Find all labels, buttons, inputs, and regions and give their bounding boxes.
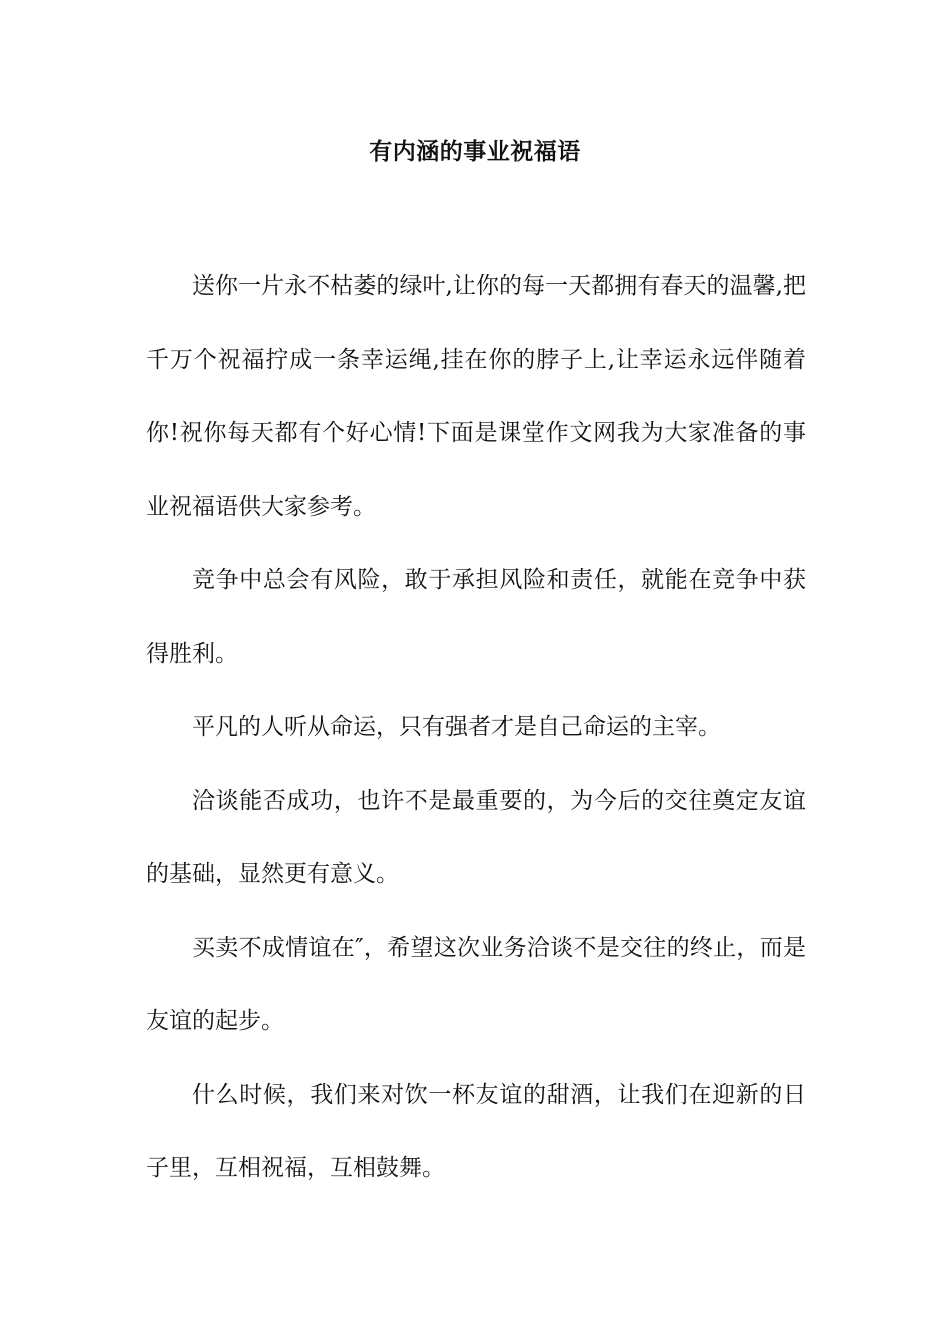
paragraph-negotiation: 洽谈能否成功，也许不是最重要的，为今后的交往奠定友谊的基础，显然更有意义。	[146, 787, 806, 887]
paragraph-toast: 什么时候，我们来对饮一杯友谊的甜酒，让我们在迎新的日子里，互相祝福，互相鼓舞。	[146, 1081, 806, 1181]
paragraph-friendship: 买卖不成情谊在″，希望这次业务洽谈不是交往的终止，而是友谊的起步。	[146, 934, 806, 1034]
paragraph-fate: 平凡的人听从命运，只有强者才是自己命运的主宰。	[192, 714, 721, 740]
document-body	[146, 250, 806, 1206]
paragraph-intro: 送你一片永不枯萎的绿叶,让你的每一天都拥有春天的温馨,把千万个祝福拧成一条幸运绳,挂在你的脖子上,让幸运永远伴随着你!祝你每天都有个好心情!下面是课堂作文网我为大家准备的事业祝福语供大家参考。	[146, 273, 806, 520]
paragraph-competition: 竞争中总会有风险，敢于承担风险和责任，就能在竞争中获得胜利。	[146, 567, 806, 667]
document-title: 有内涵的事业祝福语	[369, 138, 581, 165]
